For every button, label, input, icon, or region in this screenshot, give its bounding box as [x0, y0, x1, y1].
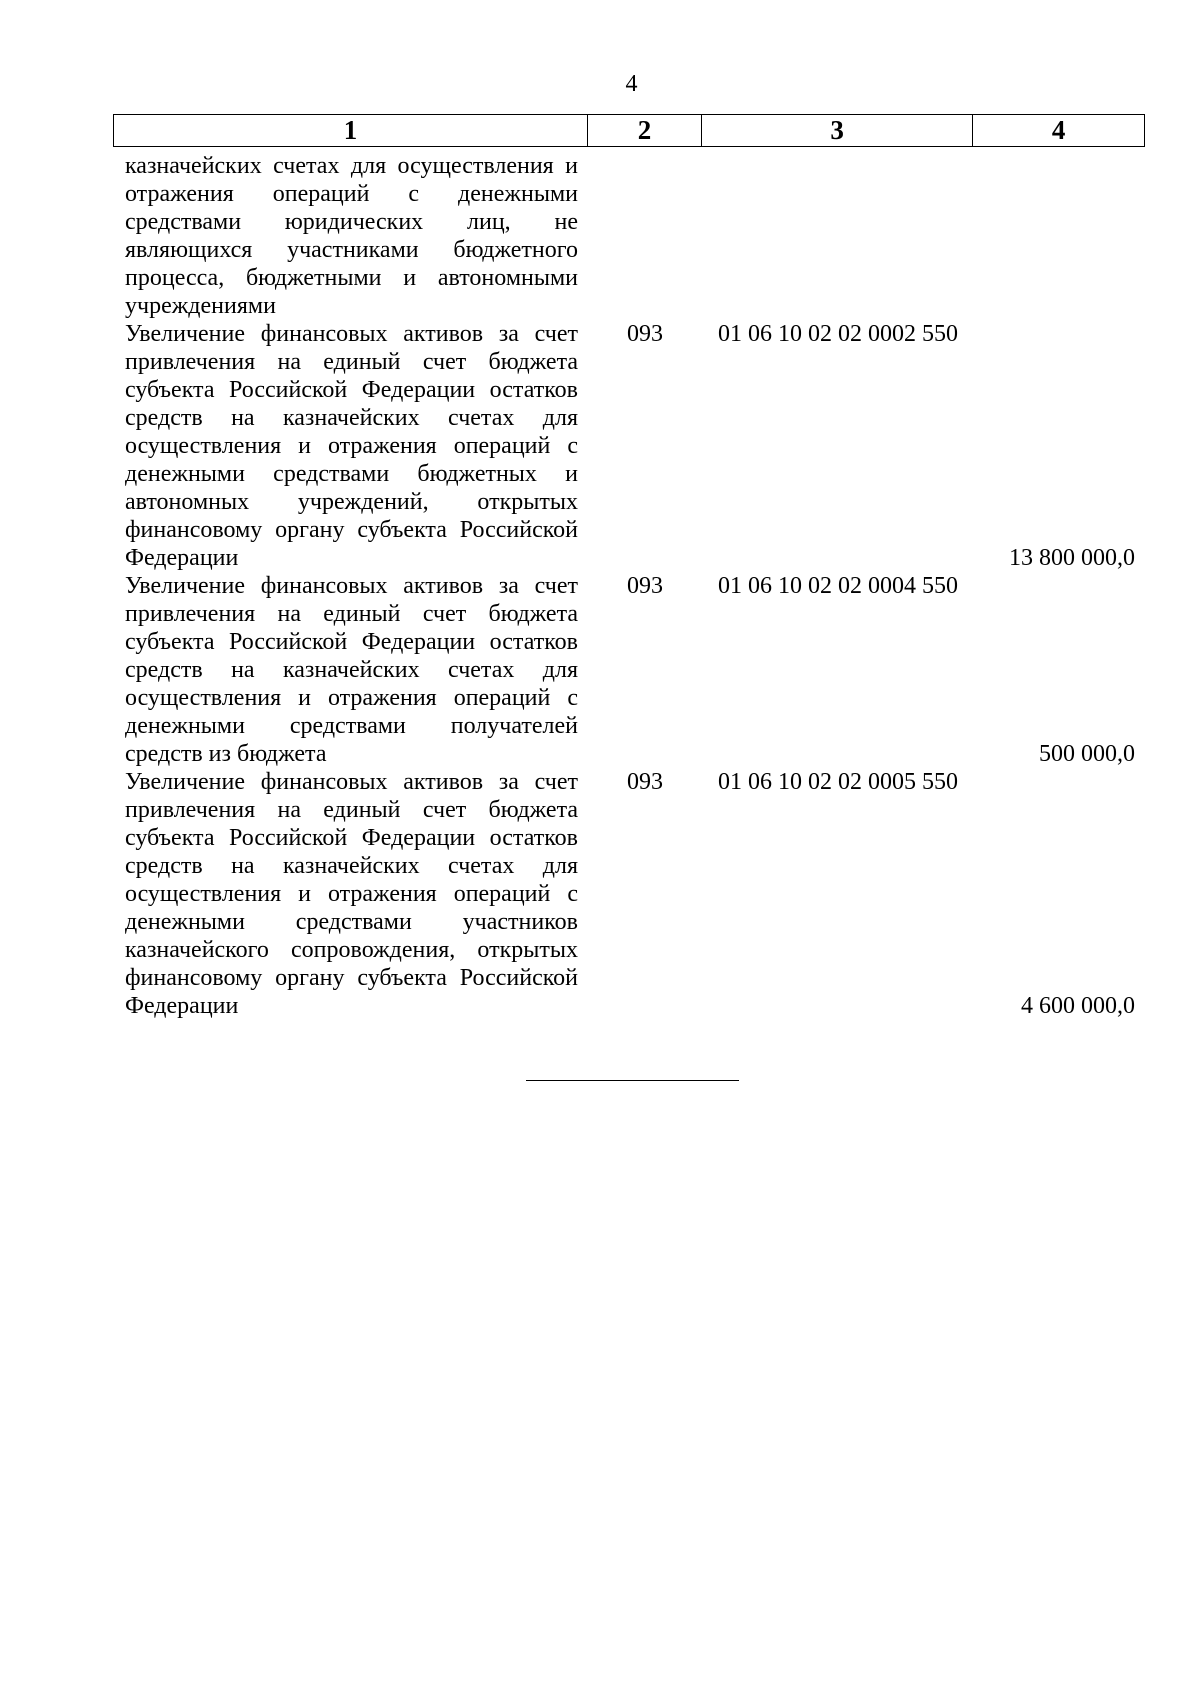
- table-body: [113, 152, 1145, 1020]
- row-kbk: 01 06 10 02 02 0002 550: [718, 321, 958, 347]
- row-kbk: 01 06 10 02 02 0005 550: [718, 769, 958, 795]
- row-amount-value: 4 600 000,0: [1021, 993, 1135, 1019]
- row-description: Увеличение финансовых активов за счет привлечения на единый счет бюджета субъекта Российской Федерации остатков средств на казначейских счетах для осуществления и отражения операций с денежными средствами бюджетных и автономных учреждений, открытых финансовому органу субъекта Российской Федерации: [125, 321, 578, 571]
- row-code: 093: [627, 769, 663, 795]
- row-description: казначейских счетах для осуществления и отражения операций с денежными средствами юридических лиц, не являющихся участниками бюджетного процесса, бюджетными и автономными учреждениями: [125, 153, 578, 319]
- row-amount-value: 500 000,0: [1039, 741, 1135, 767]
- row-amount: [974, 320, 1145, 572]
- table-row: [113, 572, 1145, 768]
- end-rule: [526, 1080, 739, 1081]
- row-code: 093: [627, 321, 663, 347]
- row-amount: [974, 152, 1145, 320]
- row-amount: [974, 768, 1145, 1020]
- header-col-1: 1: [114, 115, 588, 146]
- row-amount: [974, 572, 1145, 768]
- table-header: [113, 114, 1145, 147]
- row-code: 093: [627, 573, 663, 599]
- row-amount-value: 13 800 000,0: [1009, 545, 1135, 571]
- row-kbk: 01 06 10 02 02 0004 550: [718, 573, 958, 599]
- row-description: Увеличение финансовых активов за счет привлечения на единый счет бюджета субъекта Российской Федерации остатков средств на казначейских счетах для осуществления и отражения операций с денежными средствами получателей средств из бюджета: [125, 573, 578, 767]
- row-code: [588, 152, 702, 320]
- header-col-4: 4: [1051, 115, 1066, 145]
- row-kbk: [702, 152, 974, 320]
- table-row: [113, 152, 1145, 320]
- page-number: 4: [625, 71, 638, 97]
- table-row: [113, 768, 1145, 1020]
- row-description: Увеличение финансовых активов за счет привлечения на единый счет бюджета субъекта Российской Федерации остатков средств на казначейских счетах для осуществления и отражения операций с денежными средствами участников казначейского сопровождения, открытых финансовому органу субъекта Российской Федерации: [125, 769, 578, 1019]
- header-col-2: 2: [588, 115, 702, 146]
- table-row: [113, 320, 1145, 572]
- header-col-3: 3: [702, 115, 973, 146]
